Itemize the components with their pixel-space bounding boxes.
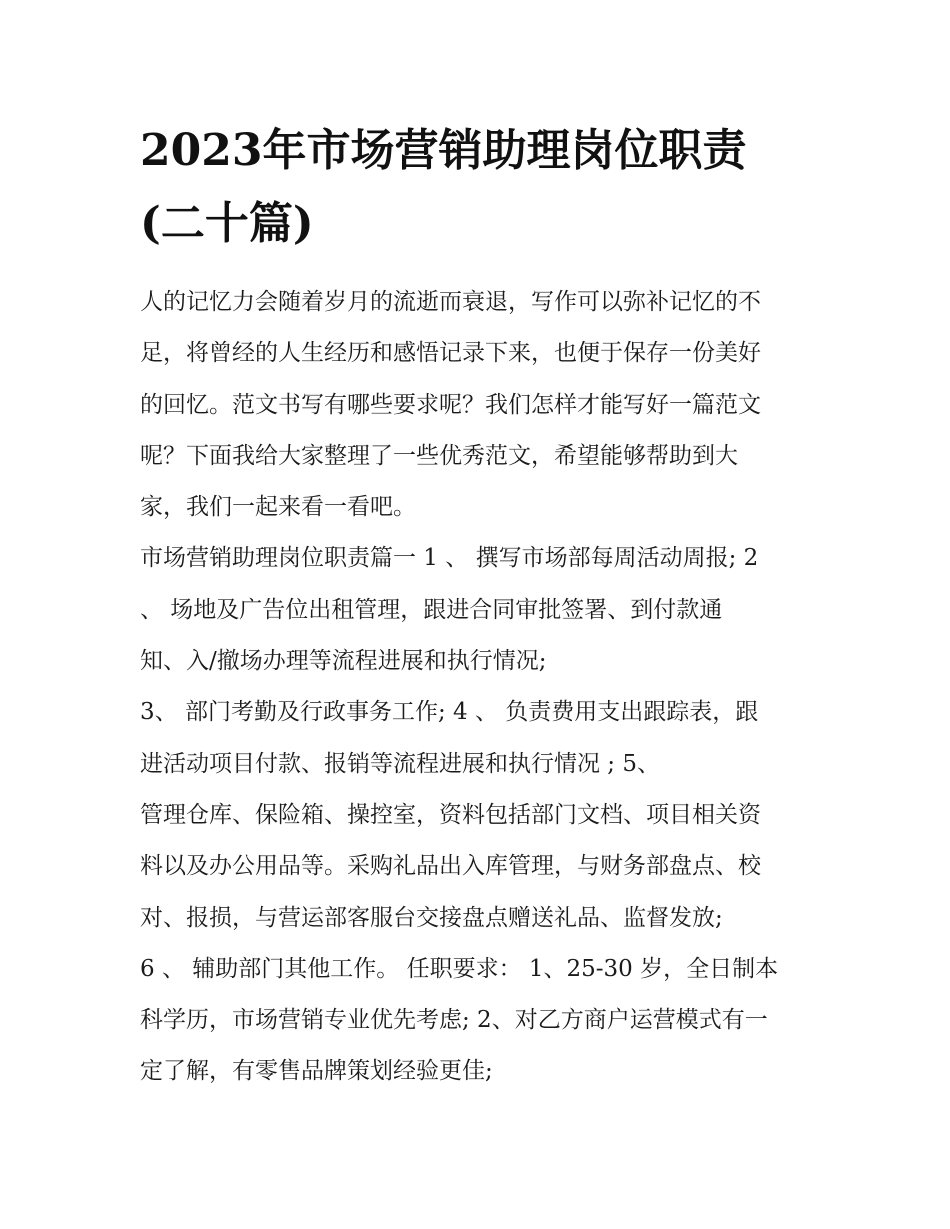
title-line-1: 2023年市场营销助理岗位职责 [140,125,747,176]
body-line: 进活动项目付款、报销等流程进展和执行情况 ; 5、 [140,750,661,777]
body-line: 6 、 辅助部门其他工作。 任职要求： 1、25-30 岁，全日制本 [140,955,779,982]
body-line: 的回忆。范文书写有哪些要求呢？我们怎样才能写好一篇范文 [140,391,761,418]
body-line: 市场营销助理岗位职责篇一 1 、 撰写市场部每周活动周报; 2 [140,545,759,572]
body-line: 料以及办公用品等。采购礼品出入库管理，与财务部盘点、校 [140,853,761,880]
document-body [140,277,830,1098]
document-title [140,114,830,260]
body-line: 管理仓库、保险箱、操控室，资料包括部门文档、项目相关资 [140,801,761,828]
title-line-2: (二十篇) [140,198,314,249]
body-line: 呢？下面我给大家整理了一些优秀范文，希望能够帮助到大 [140,442,738,469]
body-line: 足，将曾经的人生经历和感悟记录下来，也便于保存一份美好 [140,340,761,367]
body-line: 科学历，市场营销专业优先考虑; 2、对乙方商户运营模式有一 [140,1007,768,1034]
body-line: 对、报损，与营运部客服台交接盘点赠送礼品、监督发放; [140,904,723,931]
body-line: 家，我们一起来看一看吧。 [140,494,416,521]
body-line: 定了解，有零售品牌策划经验更佳; [140,1058,493,1085]
body-line: 知、入/撤场办理等流程进展和执行情况; [140,648,547,675]
body-line: 、 场地及广告位出租管理，跟进合同审批签署、到付款通 [140,596,723,623]
body-line: 人的记忆力会随着岁月的流逝而衰退，写作可以弥补记忆的不 [140,289,761,315]
body-line: 3、 部门考勤及行政事务工作; 4 、 负责费用支出跟踪表，跟 [140,699,759,726]
